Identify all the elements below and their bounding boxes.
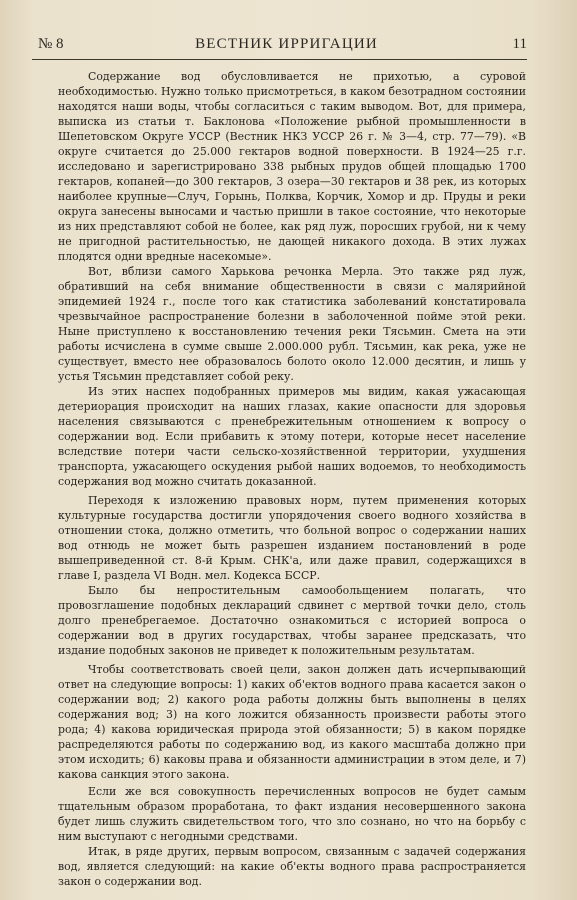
paragraph: Переходя к изложению правовых норм, путем применения которых культурные государства достигли упорядочения своего водного хозяйства в отношении стока, должно отметить, что больной вопрос о содержании наших вод отнюдь не может быть разрешен изданием постановлений в роде вышеприведенной ст. 8-й Крым. СНК'а, или даже правил, содержащихся в главе I, раздела VI Водн. мел. Кодекса БССР.: [58, 494, 526, 582]
paragraph: Из этих наспех подобранных примеров мы видим, какая ужасающая детериорация происходит на наших глазах, какие опасности для здоровья населения связываются с пренебрежительным отношением к вопросу о содержании вод. Если прибавить к этому потери, которые несет население вследствие потери части сельско-хозяйственной территории, ухудшения транспорта, ужасающего оскудения рыбой наших водоемов, то необходимость содержания вод можно считать доказанной.: [58, 385, 526, 488]
issue-number: № 8: [38, 36, 64, 52]
paragraph: Было бы непростительным самообольщением полагать, что провозглашение подобных деклараций сдвинет с мертвой точки дело, столь долго пренебрегаемое. Достаточно ознакомиться с историей вопроса о содержании вод в других государствах, чтобы заранее предсказать, что издание подобных законов не приведет к положительным результатам.: [58, 584, 526, 657]
article-body: [58, 69, 526, 889]
paragraph: Итак, в ряде других, первым вопросом, связанным с задачей содержания вод, является следующий: на какие об'екты водного права распространяется закон о содержании вод.: [58, 845, 526, 888]
page-number: 11: [512, 36, 527, 52]
paragraph: Содержание вод обусловливается не прихотью, а суровой необходимостью. Нужно только присмотреться, в каком безотрадном состоянии находятся наши воды, чтобы согласиться с таким выводом. Вот, для примера, выписка из статьи т. Баклонова «Положение рыбной промышленности в Шепетовском Округе УССР (Вестник НКЗ УССР 26 г. № 3—4, стр. 77—79). «В округе считается до 25.000 гектаров водной поверхности. В 1924—25 г.г. исследовано и зарегистрировано 338 рыбных прудов общей площадью 1700 гектаров, копаней—до 300 гектаров, 3 озера—30 гектаров и 38 рек, из которых наиболее крупные—Случ, Горынь, Полква, Корчик, Хомор и др. Пруды и реки округа занесены выносами и частью пришли в такое состояние, что некоторые из них представляют собой не более, как ряд луж, поросших грубой, ни к чему не пригодной растительностью, не дающей никакого дохода. В этих лужах плодятся одни вредные насекомые».: [58, 70, 526, 263]
paragraph: Чтобы соответствовать своей цели, закон должен дать исчерпывающий ответ на следующие вопросы: 1) каких об'ектов водного права касается закон о содержании вод; 2) какого рода работы должны быть выполнены в целях содержания вод; 3) на кого ложится обязанность произвести работы этого рода; 4) какова юридическая природа этой обязанности; 5) в каком порядке распределяются работы по содержанию вод, из какого масштаба должно при этом исходить; 6) каковы права и обязанности администрации в этом деле, и 7) какова санкция этого закона.: [58, 663, 526, 781]
header-rule: [32, 59, 527, 60]
paragraph: Если же вся совокупность перечисленных вопросов не будет самым тщательным образом проработана, то факт издания несовершенного закона будет лишь служить свидетельством того, что зло сознано, но что на борьбу с ним выступают с негодными средствами.: [58, 785, 526, 843]
paragraph: Вот, вблизи самого Харькова речонка Мерла. Это также ряд луж, обративший на себя внимание общественности в связи с малярийной эпидемией 1924 г., после того как статистика заболеваний констатировала чрезвычайное распространение болезни в заболоченной пойме этой реки. Ныне приступлено к восстановлению течения реки Тясьмин. Смета на эти работы исчислена в сумме свыше 2.000.000 рубл. Тясьмин, как река, уже не существует, вместо нее образовалось болото около 12.000 десятин, и лишь у устья Тясьмин представляет собой реку.: [58, 265, 526, 383]
journal-title: ВЕСТНИК ИРРИГАЦИИ: [195, 36, 378, 52]
page-header: [32, 36, 527, 56]
